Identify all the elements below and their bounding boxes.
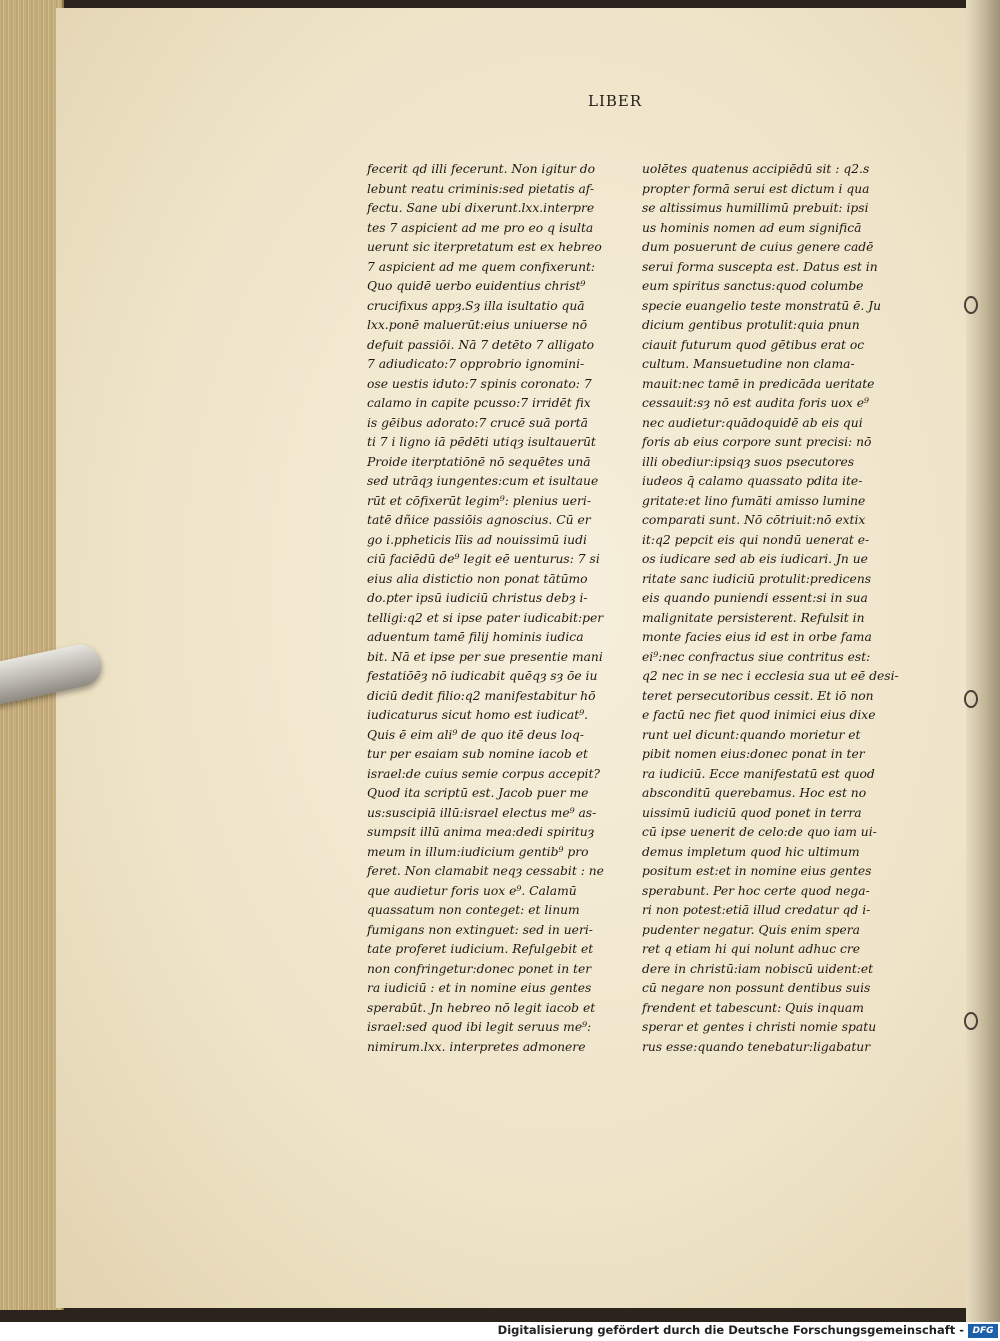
text-line: ose uestis iduto:7 spinis coronato: 7 (367, 376, 592, 391)
text-line: bit. Nā et ipse per sue presentie mani (367, 649, 603, 664)
text-line: absconditū querebamus. Hoc est no (642, 786, 867, 800)
text-line: rus esse:quando tenebatur:ligabatur (642, 1039, 871, 1054)
text-line: is gēibus adorato:7 crucē suā portā (367, 415, 588, 430)
text-line: e factū nec fiet quod inimici eius dixe (642, 708, 876, 722)
text-line: Proide iterptatiōnē nō sequētes unā (367, 454, 591, 469)
text-line: 7 adiudicato:7 opprobrio ignomini- (367, 357, 585, 371)
text-line: propter formā serui est dictum i qua (642, 181, 870, 196)
text-line: telligi:q2 et si ipse pater iudicabit:per (367, 610, 604, 625)
text-line: sperabūt. Jn hebreo nō legit iacob et (367, 1000, 596, 1015)
text-line: israel:sed quod ibi legit seruus me⁹: (367, 1020, 592, 1034)
text-line: foris ab eius corpore sunt precisi: nō (642, 435, 872, 449)
text-line: us hominis nomen ad eum significā (642, 220, 862, 235)
text-line: it:q2 pepcit eis qui nondū uenerat e- (642, 532, 870, 547)
text-line: pibit nomen eius:donec ponat in ter (642, 747, 865, 761)
text-line: lxx.ponē maluerūt:eius uniuerse nō (367, 318, 588, 332)
text-line: que audietur foris uox e⁹. Calamū (367, 883, 577, 898)
text-line: 7 aspicient ad me quem confixerunt: (367, 259, 596, 274)
text-line: sumpsit illū anima mea:dedi spirituȝ (367, 825, 595, 839)
text-line: ciū faciēdū de⁹ legit eē uenturus: 7 si (367, 552, 600, 566)
text-line: specie euangelio teste monstratū ē. Ju (642, 298, 882, 313)
text-line: cū negare non possunt dentibus suis (642, 981, 871, 995)
text-line: pudenter negatur. Quis enim spera (642, 922, 860, 937)
text-line: cū ipse uenerit de celo:de quo iam ui- (642, 825, 877, 839)
text-line: Quo quidē uerbo euidentius christ⁹ (367, 279, 586, 293)
text-line: dum posuerunt de cuius genere cadē (642, 240, 874, 254)
text-column-left (367, 160, 617, 1057)
text-line: runt uel dicunt:quando morietur et (642, 727, 861, 742)
text-line: frendent et tabescunt: Quis inquam (642, 1000, 864, 1015)
text-line: tur per esaiam sub nomine iacob et (367, 747, 588, 761)
text-line: ret q etiam hi qui nolunt adhuc cre (642, 942, 861, 956)
dfg-logo: DFG (968, 1324, 998, 1338)
text-line: eum spiritus sanctus:quod columbe (642, 279, 864, 293)
text-line: fumigans non extinguet: sed in ueri- (367, 922, 593, 937)
text-line: malignitate persisterent. Refulsit in (642, 610, 865, 625)
text-line: dere in christū:iam nobiscū uident:et (642, 961, 874, 976)
text-line: uerunt sic iterpretatum est ex hebreo (367, 240, 602, 254)
text-line: Quis ē eim ali⁹ de quo itē deus loq- (367, 727, 585, 742)
running-head: LIBER (588, 92, 643, 110)
text-line: tes 7 aspicient ad me pro eo q isulta (367, 220, 594, 235)
text-line: comparati sunt. Nō cōtriuit:nō extix (642, 513, 866, 527)
text-line: rūt et cōfixerūt legim⁹: plenius ueri- (367, 493, 592, 508)
text-line: eis quando puniendi essent:si in sua (642, 591, 868, 605)
text-line: non confringetur:donec ponet in ter (367, 961, 592, 976)
text-line: us:suscipiā illū:israel electus me⁹ as- (367, 805, 597, 820)
text-line: defuit passiōi. Nā 7 detēto 7 alligato (367, 337, 595, 352)
text-line: diciū dedit filio:q2 manifestabitur hō (367, 688, 596, 703)
text-column-right (642, 160, 899, 1057)
text-line: nec audietur:quādoquidē ab eis qui (642, 415, 863, 430)
text-line: iudicaturus sicut homo est iudicat⁹. (367, 708, 589, 722)
text-line: ritate sanc iudiciū protulit:predicens (642, 571, 872, 586)
text-line: calamo in capite pcusso:7 irridēt fix (367, 396, 591, 410)
text-line: serui forma suscepta est. Datus est in (642, 259, 878, 274)
text-line: ra iudiciū : et in nomine eius gentes (367, 981, 592, 995)
text-line: demus impletum quod hic ultimum (642, 844, 860, 859)
text-line: nimirum.lxx. interpretes admonere (367, 1039, 586, 1054)
text-line: uolētes quatenus accipiēdū sit : q2.s (642, 162, 870, 176)
text-line: se altissimus humillimū prebuit: ipsi (642, 201, 869, 215)
text-line: lebunt reatu criminis:sed pietatis af- (367, 181, 595, 196)
binding-thread (964, 690, 978, 708)
text-line: cultum. Mansuetudine non clama- (642, 357, 855, 371)
text-line: iudeos q̄ calamo quassato pdita ite- (642, 474, 863, 488)
text-line: fecerit qd illi fecerunt. Non igitur do (367, 162, 596, 176)
text-line: tatē dñice passiōis agnoscius. Cū er (367, 513, 591, 527)
text-line: positum est:et in nomine eius gentes (642, 864, 872, 878)
binding-thread (964, 296, 978, 314)
text-line: meum in illum:iudicium gentib⁹ pro (367, 844, 589, 859)
book-gutter (966, 0, 1000, 1322)
text-line: ti 7 i ligno iā pēdēti utiqȝ isultauerūt (367, 435, 596, 449)
text-line: aduentum tamē filij hominis iudica (367, 630, 584, 644)
binding-thread (964, 1012, 978, 1030)
text-line: festatiōēȝ nō iudicabit quēqȝ sȝ ōe iu (367, 669, 598, 683)
text-line: Quod ita scriptū est. Jacob puer me (367, 786, 589, 800)
text-line: do.pter ipsū iudiciū christus debȝ i- (367, 591, 588, 605)
text-line: os iudicare sed ab eis iudicari. Jn ue (642, 552, 868, 566)
text-line: monte facies eius id est in orbe fama (642, 630, 872, 644)
text-line: crucifixus appȝ.Sȝ illa isultatio quā (367, 298, 585, 313)
text-line: illi obediur:ipsiqȝ suos psecutores (642, 454, 855, 469)
text-line: israel:de cuius semie corpus accepit? (367, 766, 601, 781)
text-line: cessauit:sȝ nō est audita foris uox e⁹ (642, 396, 869, 410)
text-line: dicium gentibus protulit:quia pnun (642, 318, 860, 332)
text-line: eius alia distictio non ponat tātūmo (367, 571, 588, 586)
funding-credit: Digitalisierung gefördert durch die Deutsche Forschungsgemeinschaft - (497, 1323, 964, 1337)
text-line: feret. Non clamabit neqȝ cessabit : ne (367, 864, 604, 878)
text-line: q2 nec in se nec i ecclesia sua ut eē desi- (642, 669, 899, 683)
text-line: ra iudiciū. Ecce manifestatū est quod (642, 766, 875, 781)
text-line: uissimū iudiciū quod ponet in terra (642, 805, 862, 820)
text-line: sed utrāqȝ iungentes:cum et isultaue (367, 474, 599, 488)
text-line: fectu. Sane ubi dixerunt.lxx.interpre (367, 201, 595, 215)
text-line: tate proferet iudicium. Refulgebit et (367, 942, 594, 956)
text-line: teret persecutoribus cessit. Et iō non (642, 688, 874, 703)
footer-bar (0, 1322, 1000, 1341)
text-line: gritate:et lino fumāti amisso lumine (642, 493, 866, 508)
text-line: sperabunt. Per hoc certe quod nega- (642, 883, 870, 898)
text-line: ciauit futurum quod gētibus erat oc (642, 337, 865, 352)
text-line: ei⁹:nec confractus siue contritus est: (642, 649, 871, 664)
text-line: ri non potest:etiā illud credatur qd i- (642, 903, 871, 917)
text-line: go i.pphеticis līis ad nouissimū iudi (367, 532, 587, 547)
text-line: quassatum non conteget: et linum (367, 903, 580, 917)
text-line: mauit:nec tamē in predicāda ueritate (642, 376, 875, 391)
text-line: sperar et gentes i christi nomie spatu (642, 1020, 877, 1034)
